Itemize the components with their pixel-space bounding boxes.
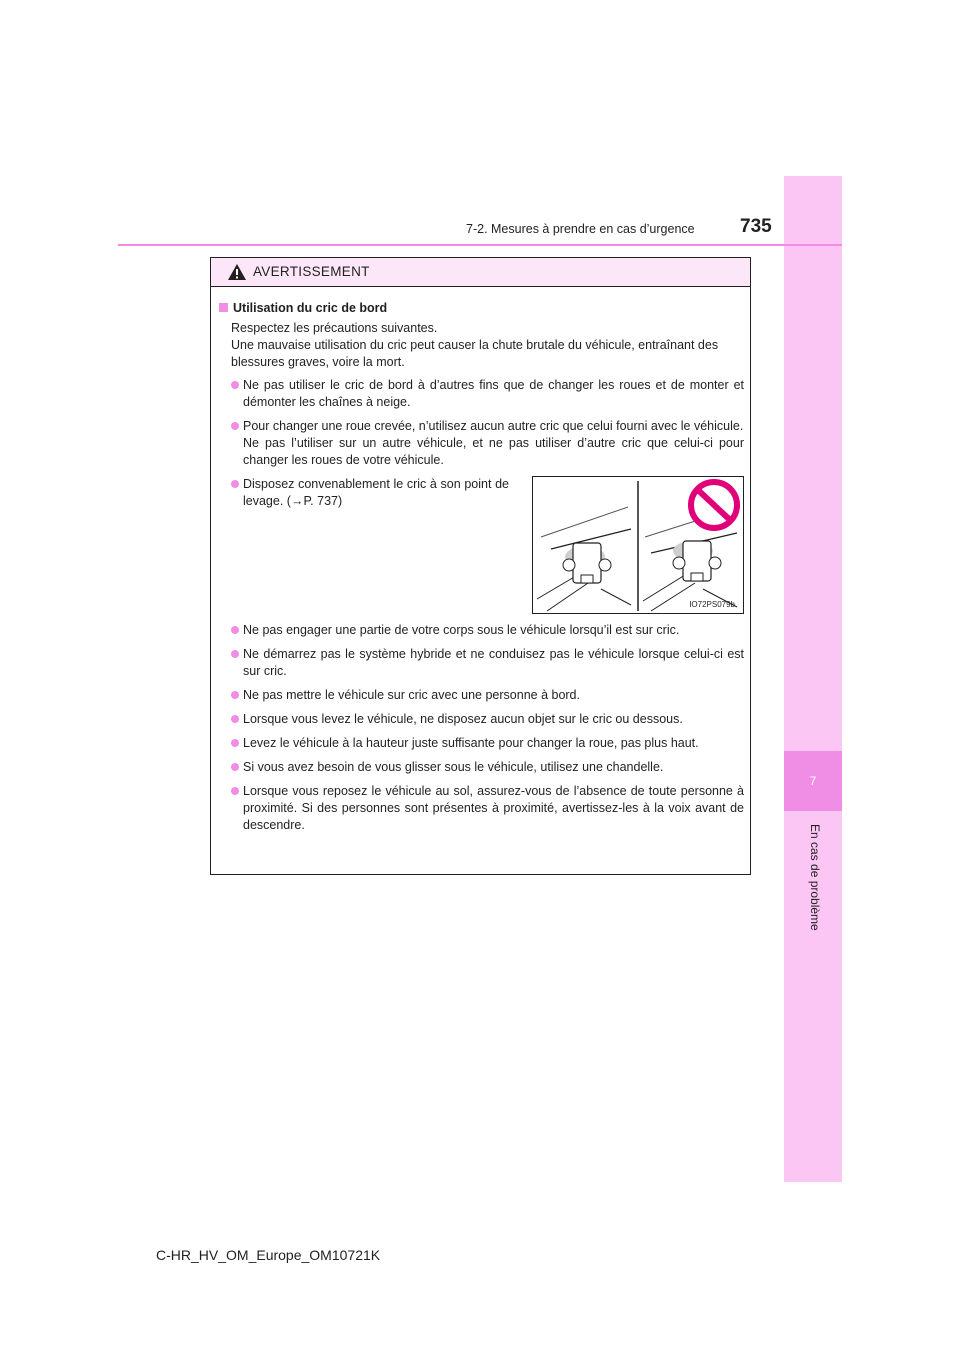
- warning-box: [210, 257, 751, 875]
- bullet-dot-icon: [231, 739, 239, 747]
- heading-square-icon: [219, 303, 228, 312]
- bullet-dot-icon: [231, 715, 239, 723]
- list-item: Si vous avez besoin de vous glisser sous le véhicule, utilisez une chandelle.: [231, 759, 744, 776]
- chapter-number-tab: [784, 751, 842, 811]
- jack-placement-illustration: [532, 476, 744, 614]
- intro-text: Respectez les précautions suivantes. Une mauvaise utilisation du cric peut causer la chute brutale du véhicule, entraînant des blessures graves, voire la mort.: [231, 321, 719, 369]
- bullet-dot-icon: [231, 381, 239, 389]
- list-item: Ne pas mettre le véhicule sur cric avec une personne à bord.: [231, 687, 744, 704]
- bullet-dot-icon: [231, 626, 239, 634]
- warning-title: AVERTISSEMENT: [253, 264, 370, 279]
- bullet-dot-icon: [231, 787, 239, 795]
- chapter-number: 7: [809, 774, 817, 788]
- list-item: Ne pas engager une partie de votre corps sous le véhicule lorsqu’il est sur cric.: [231, 622, 744, 639]
- list-item: Ne démarrez pas le système hybride et ne conduisez pas le véhicule lorsque celui-ci est sur cric.: [231, 646, 744, 680]
- list-item: Disposez convenablement le cric à son point de levage. (→P. 737): [231, 476, 509, 510]
- jack-illustration-row: [219, 476, 744, 615]
- section-title: 7-2. Mesures à prendre en cas d’urgence: [466, 222, 695, 236]
- bullet-dot-icon: [231, 422, 239, 430]
- bullet-dot-icon: [231, 763, 239, 771]
- list-item: Pour changer une roue crevée, n’utilisez aucun autre cric que celui fourni avec le véhicule. Ne pas l’utiliser sur un autre véhicule, et ne pas utiliser d’autre cric que celui-ci pour changer les roues de votre véhicule.: [231, 418, 744, 469]
- list-item: Lorsque vous levez le véhicule, ne disposez aucun objet sur le cric ou dessous.: [231, 711, 744, 728]
- list-item: Ne pas utiliser le cric de bord à d’autres fins que de changer les roues et de monter et démonter les chaînes à neige.: [231, 377, 744, 411]
- side-tab: [784, 176, 842, 1182]
- warning-header: [211, 258, 750, 287]
- image-code: IO72PS079b: [689, 600, 735, 609]
- list-item: Levez le véhicule à la hauteur juste suffisante pour changer la roue, pas plus haut.: [231, 735, 744, 752]
- bullet-dot-icon: [231, 480, 239, 488]
- warning-body: [219, 300, 744, 841]
- header-divider: [118, 244, 842, 246]
- page-number: 735: [740, 216, 772, 237]
- document-code: C-HR_HV_OM_Europe_OM10721K: [156, 1247, 381, 1263]
- list-item: Lorsque vous reposez le véhicule au sol, assurez-vous de l’absence de toute personne à proximité. Si des personnes sont présentes à proximité, avertissez-les à la voix avant de descendre.: [231, 783, 744, 834]
- bullet-dot-icon: [231, 691, 239, 699]
- section-heading: Utilisation du cric de bord: [219, 300, 744, 317]
- warning-triangle-icon: [227, 263, 247, 281]
- chapter-label: En cas de problème: [808, 824, 822, 931]
- jack-diagram-graphic: [533, 477, 743, 613]
- bullet-dot-icon: [231, 650, 239, 658]
